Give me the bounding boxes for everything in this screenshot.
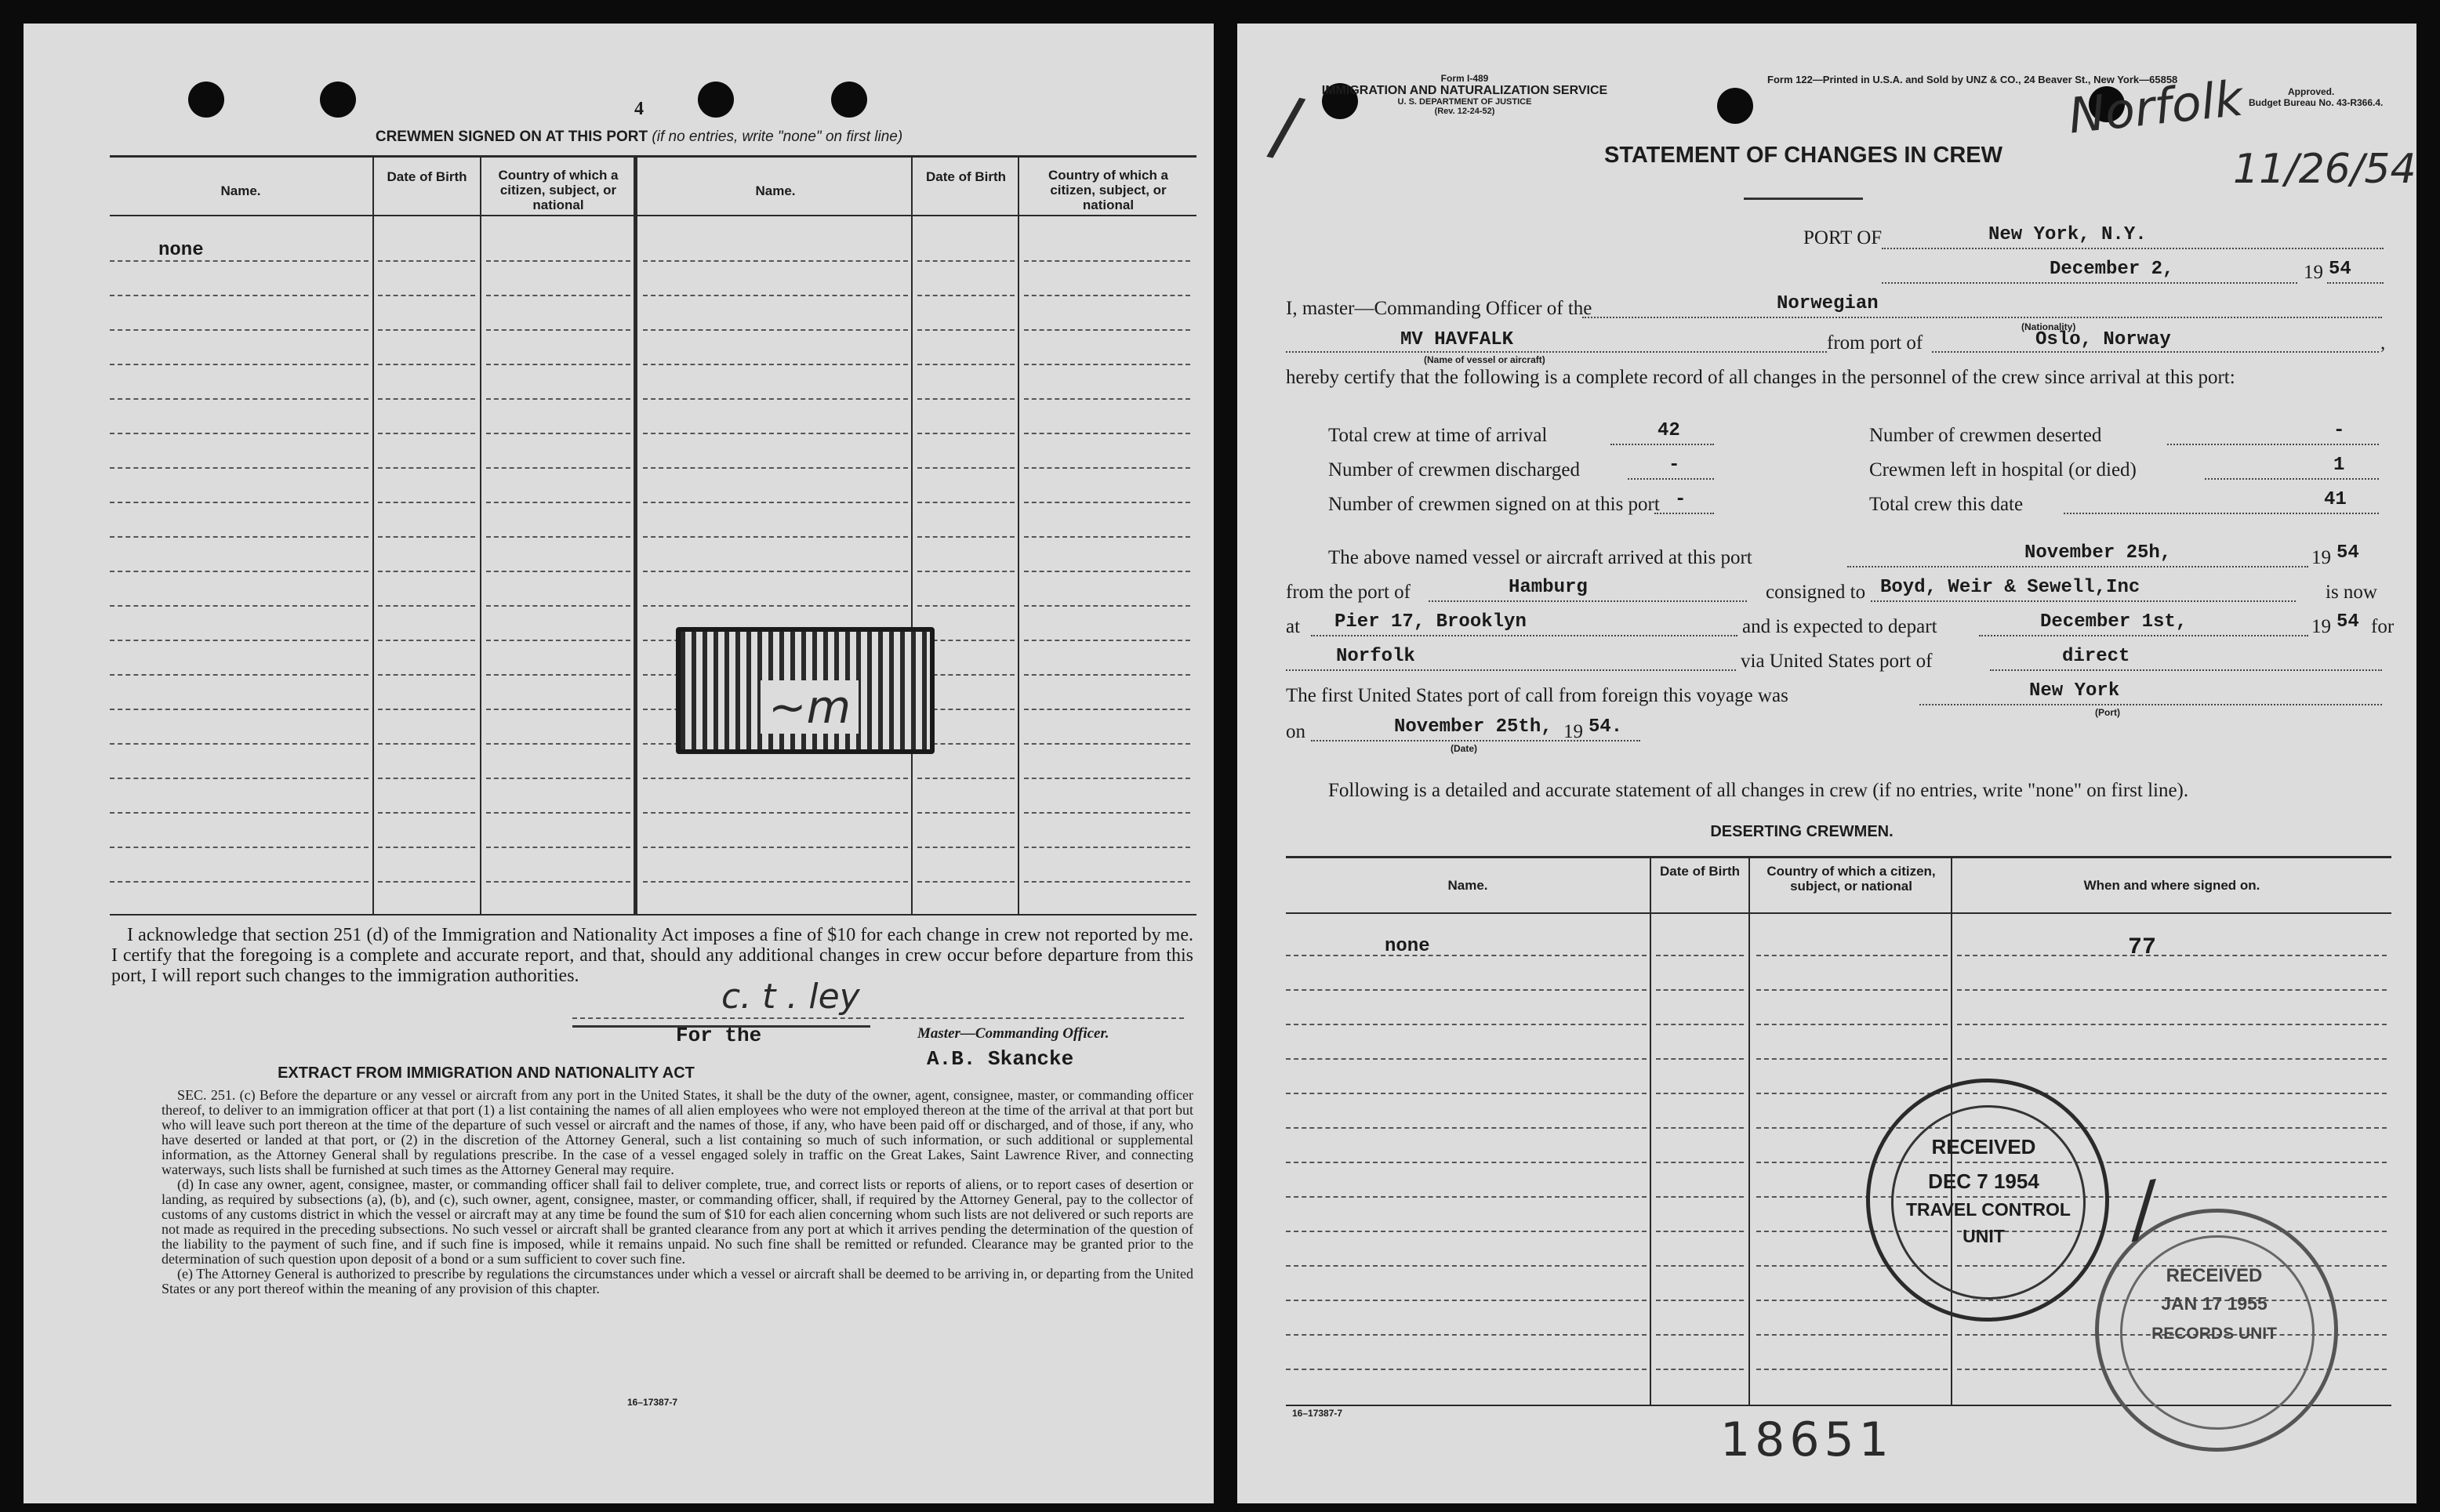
column-divider	[911, 155, 913, 914]
stamp-date: JAN 17 1955	[2161, 1293, 2268, 1314]
entry-line	[1024, 433, 1190, 434]
column-header-country: Country of which a citizen, subject, or national	[1766, 864, 1936, 894]
entry-line	[110, 605, 369, 607]
first-port-label: The first United States port of call from foreign this voyage was	[1286, 685, 1788, 706]
entry-line	[1756, 1024, 1948, 1025]
column-divider	[372, 155, 374, 914]
initials-mark: /	[2124, 1166, 2162, 1252]
entry-line	[110, 881, 369, 883]
entry-line	[110, 398, 369, 400]
via-value: direct	[2062, 646, 2130, 667]
port-value: New York, N.Y.	[1988, 224, 2147, 245]
entry-line	[486, 743, 630, 745]
on-line	[1311, 740, 1640, 741]
entry-line	[917, 812, 1015, 814]
entry-line	[1024, 605, 1190, 607]
entry-line	[1656, 989, 1744, 991]
entry-line	[1756, 1369, 1948, 1370]
stamp-initials: ~m	[761, 680, 859, 734]
entry-line	[110, 502, 369, 503]
column-header-country: Country of which a citizen, subject, or national	[498, 168, 619, 212]
stamp-unit-line1: RECORDS UNIT	[2151, 1325, 2277, 1343]
punch-hole	[831, 82, 867, 118]
handwritten-port: Norfolk	[2065, 69, 2246, 145]
entry-line	[1024, 295, 1190, 296]
signed-on-label: Number of crewmen signed on at this port	[1328, 494, 1660, 515]
entry-line	[486, 260, 630, 262]
entry-line	[917, 571, 1015, 572]
entry-line	[1957, 1058, 2387, 1060]
entry-line	[1656, 1058, 1744, 1060]
entry-line	[1656, 955, 1744, 956]
entry-line	[486, 709, 630, 710]
from-the-port-line	[1429, 600, 1747, 602]
entry-line	[917, 329, 1015, 331]
extract-title: EXTRACT FROM IMMIGRATION AND NATIONALITY ACT	[278, 1064, 695, 1082]
entry-line	[917, 295, 1015, 296]
entry-line	[486, 640, 630, 641]
approved-note: Approved.	[2288, 86, 2335, 97]
following-text: Following is a detailed and accurate statement of all changes in crew (if no entries, write "none" on first line).	[1328, 780, 2189, 801]
arrived-line	[1847, 566, 2308, 567]
entry-line	[1024, 502, 1190, 503]
entry-line	[1024, 881, 1190, 883]
column-header-birth: Date of Birth	[1660, 864, 1740, 879]
entry-line	[1024, 847, 1190, 848]
entry-line	[1286, 1265, 1647, 1267]
extract-text	[162, 1088, 1193, 1296]
entry-line	[1286, 1127, 1647, 1129]
entry-line	[1756, 1058, 1948, 1060]
entry-line	[1286, 1231, 1647, 1232]
on-label: on	[1286, 721, 1305, 742]
stamp-unit-line1: TRAVEL CONTROL	[1906, 1199, 2071, 1220]
destination-value: Norfolk	[1336, 646, 1415, 667]
entry-line	[110, 329, 369, 331]
entry-line	[110, 571, 369, 572]
from-port-label: from port of	[1827, 332, 1923, 354]
entry-line	[1656, 1093, 1744, 1094]
arrived-label: The above named vessel or aircraft arrived at this port	[1328, 547, 1752, 568]
extract-section-c: SEC. 251. (c) Before the departure or any vessel or aircraft from any port in the United States, it shall be the duty of the owner, agent, consignee, master, or commanding officer thereof, to deliver to an immigration officer at that port (1) a list containing the names of all alien employees who were not employed thereon at the time of the arrival at that port but who will leave such port thereon at the time of the departure of such vessel or aircraft and the names of those, if any, who have been paid off or discharged, and of those, if any, who have deserted or landed at that port, or (2) in the discretion of the Attorney General, such a list containing so much of such information, or such additional or supplemental information, as the Attorney General shall by regulations prescribe. In the case of a vessel engaged solely in traffic on the Great Lakes, Saint Lawrence River, and connecting waterways, such lists shall be furnished at such times as the Attorney General may require.	[162, 1087, 1193, 1177]
at-value: Pier 17, Brooklyn	[1334, 611, 1527, 633]
entry-line	[110, 743, 369, 745]
punch-hole	[188, 82, 224, 118]
depart-year: 54	[2337, 611, 2359, 633]
entry-line	[110, 709, 369, 710]
entry-line	[1024, 674, 1190, 676]
signature-line	[572, 1017, 1184, 1019]
total-today-value: 41	[2324, 489, 2347, 510]
date-caption: (Date)	[1451, 743, 1478, 754]
entry-line	[643, 329, 908, 331]
entry-line	[1756, 989, 1948, 991]
comma: ,	[2380, 332, 2386, 354]
entry-line	[486, 502, 630, 503]
entry-line	[643, 295, 908, 296]
arrived-year: 54	[2337, 542, 2359, 564]
signatory-name: A.B. Skancke	[927, 1047, 1074, 1071]
entry-line	[1656, 1300, 1744, 1301]
entry-line	[1286, 1162, 1647, 1163]
footer-code: 16–17387-7	[627, 1397, 678, 1408]
entry-line	[378, 743, 475, 745]
via-line	[1990, 669, 2382, 671]
first-port-value: New York	[2029, 680, 2120, 702]
entry-line	[110, 812, 369, 814]
depart-line	[1979, 635, 2308, 636]
section-note: (if no entries, write "none" on first line)	[652, 129, 903, 145]
section-title: CREWMEN SIGNED ON AT THIS PORT	[375, 129, 648, 145]
entry-line	[110, 847, 369, 848]
deserted-label: Number of crewmen deserted	[1869, 425, 2102, 446]
entry-line	[378, 467, 475, 469]
stamp-received-label: RECEIVED	[2166, 1265, 2263, 1286]
master-signature: c. t . ley	[721, 977, 860, 1017]
stamp-unit-line2: UNIT	[1963, 1226, 2005, 1246]
entry-line	[1286, 1300, 1647, 1301]
entry-line	[378, 502, 475, 503]
entry-line	[1656, 1162, 1744, 1163]
check-mark: /	[1264, 78, 1309, 174]
entry-line	[110, 640, 369, 641]
entry-line	[1756, 955, 1948, 956]
entry-line	[1286, 989, 1647, 991]
column-header-country: Country of which a citizen, subject, or national	[1048, 168, 1168, 212]
entry-line	[1286, 1196, 1647, 1198]
entry-line	[1656, 1196, 1744, 1198]
entry-line	[486, 364, 630, 365]
from-port-value: Oslo, Norway	[2035, 329, 2171, 350]
entry-line	[378, 605, 475, 607]
entry-line	[1286, 1058, 1647, 1060]
entry-line	[110, 260, 369, 262]
entry-line	[378, 571, 475, 572]
is-now-label: is now	[2326, 582, 2377, 603]
entry-line	[917, 881, 1015, 883]
master-label: I, master—Commanding Officer of the	[1286, 298, 1592, 319]
discharged-line	[1628, 478, 1714, 480]
total-arrival-value: 42	[1658, 420, 1680, 441]
signature-underline	[572, 1025, 870, 1028]
year-prefix: 19	[2304, 262, 2323, 283]
destination-line	[1286, 669, 1736, 671]
entry-line	[110, 536, 369, 538]
entry-line	[378, 778, 475, 779]
title-rule	[1744, 198, 1863, 200]
entry-line	[486, 433, 630, 434]
entry-line	[917, 398, 1015, 400]
entry-line	[486, 295, 630, 296]
form-header	[1284, 74, 1645, 116]
on-date: November 25th,	[1394, 716, 1552, 738]
discharged-value: -	[1668, 455, 1680, 476]
for-label: for	[2371, 616, 2395, 637]
entry-line	[1024, 398, 1190, 400]
column-divider	[480, 155, 481, 914]
year-prefix: 19	[2311, 547, 2331, 568]
crewman-entry: none	[158, 240, 204, 261]
table-top-rule	[110, 155, 1196, 158]
bureau-number: Budget Bureau No. 43-R366.4.	[2249, 97, 2384, 108]
file-number: 18651	[1720, 1412, 1894, 1467]
left-page	[24, 24, 1214, 1503]
total-arrival-label: Total crew at time of arrival	[1328, 425, 1548, 446]
entry-line	[1024, 709, 1190, 710]
entry-line	[643, 847, 908, 848]
entry-line	[110, 467, 369, 469]
entry-line	[643, 812, 908, 814]
vessel-caption: (Name of vessel or aircraft)	[1424, 354, 1545, 365]
deserting-mark: 77	[2128, 934, 2157, 961]
column-header-name: Name.	[755, 183, 796, 198]
entry-line	[917, 536, 1015, 538]
entry-line	[1656, 1334, 1744, 1336]
signature-caption: Master—Commanding Officer.	[917, 1025, 1109, 1042]
acknowledgement-text: I acknowledge that section 251 (d) of the Immigration and Nationality Act imposes a fine of $10 for each change in crew not reported by me. I certify that the foregoing is a complete and accurate report, and that, should any additional changes in crew occur before departure from this port, I will report such changes to the immigration authorities.	[111, 925, 1193, 986]
entry-line	[378, 260, 475, 262]
entry-line	[1024, 743, 1190, 745]
entry-line	[1024, 812, 1190, 814]
entry-line	[486, 467, 630, 469]
year-prefix: 19	[1563, 721, 1583, 742]
entry-line	[378, 398, 475, 400]
table-header-rule	[1286, 912, 2391, 914]
extract-section-e: (e) The Attorney General is authorized to prescribe by regulations the circumstances under which a vessel or aircraft shall be deemed to be arriving in, or departing from the United States or any port thereof within the meaning of any provision of this chapter.	[162, 1266, 1193, 1296]
entry-line	[917, 847, 1015, 848]
entry-line	[917, 433, 1015, 434]
total-today-label: Total crew this date	[1869, 494, 2024, 515]
expected-label: and is expected to depart	[1742, 616, 1937, 637]
hospital-label: Crewmen left in hospital (or died)	[1869, 459, 2137, 480]
column-header-signed-on: When and where signed on.	[2083, 878, 2260, 893]
date-line	[1882, 282, 2297, 284]
entry-line	[1286, 955, 1647, 956]
entry-line	[378, 329, 475, 331]
entry-line	[486, 881, 630, 883]
entry-line	[486, 329, 630, 331]
entry-line	[1656, 1369, 1744, 1370]
entry-line	[917, 778, 1015, 779]
entry-line	[1656, 1265, 1744, 1267]
entry-line	[643, 881, 908, 883]
from-the-port-label: from the port of	[1286, 582, 1411, 603]
entry-line	[1286, 1369, 1647, 1370]
entry-line	[1656, 1231, 1744, 1232]
column-divider	[634, 155, 637, 914]
consigned-label: consigned to	[1766, 582, 1866, 603]
nationality-line	[1582, 317, 2382, 318]
extract-section-d: (d) In case any owner, agent, consignee, master, or commanding officer shall fail to deliver complete, true, and correct lists or reports of aliens, or to report cases of desertion or landing, as required by subsections (a), (b), and (c), such owner, agent, consignee, master, or commanding officer, shall, if required by the Attorney General, pay to the collector of customs of any customs district in which the vessel or aircraft may at any time be found the sum of $10 for each alien concerning whom such lists are not delivered or such reports are not made as required in the preceding subsections. No such vessel or aircraft shall be granted clearance from any port at which it arrives pending the determination of the question of the liability to the payment of such fine, and if such fine is imposed, while it remains unpaid. No such fine shall be remitted or refunded. Clearance may be granted prior to the determination of such question upon deposit of a bond or a sum sufficient to cover such fine.	[162, 1177, 1193, 1267]
port-label: PORT OF	[1803, 227, 1883, 248]
vessel-name: MV HAVFALK	[1400, 329, 1514, 350]
column-divider	[1650, 856, 1651, 1405]
entry-line	[1024, 329, 1190, 331]
deserted-value: -	[2333, 420, 2345, 441]
entry-line	[486, 536, 630, 538]
handwritten-date: 11/26/54	[2233, 146, 2416, 193]
table-top-rule	[1286, 856, 2391, 858]
entry-line	[1286, 1024, 1647, 1025]
port-line	[1882, 248, 2384, 249]
entry-line	[1024, 260, 1190, 262]
punch-hole	[320, 82, 356, 118]
entry-line	[486, 847, 630, 848]
entry-line	[643, 605, 908, 607]
entry-line	[110, 295, 369, 296]
hospital-value: 1	[2333, 455, 2345, 476]
entry-line	[110, 433, 369, 434]
entry-line	[643, 536, 908, 538]
deserting-title: DESERTING CREWMEN.	[1710, 823, 1894, 840]
table-bottom-rule	[110, 914, 1196, 916]
punch-hole	[1717, 88, 1753, 124]
from-the-port-value: Hamburg	[1509, 577, 1588, 598]
entry-line	[1286, 1334, 1647, 1336]
entry-line	[1024, 364, 1190, 365]
date-year: 54	[2329, 259, 2351, 280]
entry-line	[643, 398, 908, 400]
entry-line	[486, 778, 630, 779]
entry-line	[643, 433, 908, 434]
entry-line	[1957, 1024, 2387, 1025]
entry-line	[1286, 1093, 1647, 1094]
entry-line	[643, 778, 908, 779]
column-header-birth: Date of Birth	[387, 169, 467, 184]
entry-line	[486, 812, 630, 814]
entry-line	[917, 605, 1015, 607]
deserted-line	[2167, 444, 2379, 445]
form-number: Form I-489	[1440, 73, 1489, 84]
nationality-caption: (Nationality)	[2021, 321, 2076, 332]
form-title: STATEMENT OF CHANGES IN CREW	[1603, 143, 2003, 168]
consignee-value: Boyd, Weir & Sewell,Inc	[1880, 577, 2140, 598]
entry-line	[378, 433, 475, 434]
on-year: 54.	[1589, 716, 1623, 738]
entry-line	[1756, 1093, 1948, 1094]
entry-line	[486, 571, 630, 572]
revision: (Rev. 12-24-52)	[1434, 107, 1495, 116]
stamp-date: DEC 7 1954	[1928, 1169, 2039, 1193]
total-arrival-line	[1610, 444, 1714, 445]
at-label: at	[1286, 616, 1301, 637]
entry-line	[643, 364, 908, 365]
entry-line	[378, 536, 475, 538]
for-the-label: For the	[676, 1024, 762, 1047]
signed-on-line	[1654, 513, 1714, 514]
year-prefix: 19	[2311, 616, 2331, 637]
vessel-line	[1286, 351, 1827, 353]
date-value: December 2,	[2050, 259, 2174, 280]
entry-line	[917, 364, 1015, 365]
entry-line	[917, 260, 1015, 262]
entry-line	[378, 364, 475, 365]
entry-line	[643, 467, 908, 469]
entry-line	[643, 502, 908, 503]
entry-line	[486, 674, 630, 676]
entry-line	[1024, 467, 1190, 469]
entry-line	[1024, 571, 1190, 572]
year-line	[2327, 282, 2384, 284]
certify-text: hereby certify that the following is a complete record of all changes in the personnel of the crew since arrival at this port:	[1286, 367, 2235, 388]
entry-line	[110, 778, 369, 779]
signed-on-value: -	[1675, 489, 1687, 510]
entry-line	[1024, 640, 1190, 641]
entry-line	[486, 398, 630, 400]
hospital-line	[2205, 478, 2379, 480]
entry-line	[378, 709, 475, 710]
from-port-line	[1932, 351, 2379, 353]
deserting-entry: none	[1385, 936, 1430, 957]
column-divider	[1748, 856, 1750, 1405]
entry-line	[110, 674, 369, 676]
entry-line	[378, 640, 475, 641]
entry-line	[378, 295, 475, 296]
entry-line	[917, 467, 1015, 469]
punch-hole	[698, 82, 734, 118]
table-header-rule	[110, 215, 1196, 216]
entry-line	[917, 502, 1015, 503]
page-number: 4	[634, 99, 644, 119]
discharged-label: Number of crewmen discharged	[1328, 459, 1580, 480]
column-header-name: Name.	[220, 183, 261, 198]
entry-line	[1656, 1127, 1744, 1129]
entry-line	[110, 364, 369, 365]
entry-line	[378, 847, 475, 848]
entry-line	[1024, 778, 1190, 779]
entry-line	[1957, 955, 2387, 956]
entry-line	[1024, 536, 1190, 538]
entry-line	[1656, 1024, 1744, 1025]
total-today-line	[2064, 513, 2379, 514]
depart-date: December 1st,	[2040, 611, 2188, 633]
first-port-line	[1919, 704, 2382, 705]
entry-line	[486, 605, 630, 607]
printer-note: Form 122—Printed in U.S.A. and Sold by UNZ & CO., 24 Beaver St., New York—65858	[1767, 74, 2178, 85]
port-caption: (Port)	[2095, 707, 2120, 718]
nationality-value: Norwegian	[1777, 293, 1879, 314]
entry-line	[643, 260, 908, 262]
via-label: via United States port of	[1741, 651, 1933, 672]
section-header	[376, 129, 902, 146]
column-divider	[1018, 155, 1019, 914]
entry-line	[378, 881, 475, 883]
agency-name: IMMIGRATION AND NATURALIZATION SERVICE	[1321, 84, 1608, 97]
column-header-name: Name.	[1447, 878, 1488, 893]
at-line	[1311, 635, 1737, 636]
entry-line	[378, 812, 475, 814]
department-name: U. S. DEPARTMENT OF JUSTICE	[1397, 97, 1532, 107]
entry-line	[1957, 989, 2387, 991]
entry-line	[643, 571, 908, 572]
footer-code: 16–17387-7	[1292, 1408, 1343, 1419]
stamp-received-label: RECEIVED	[1931, 1135, 2036, 1158]
arrived-date: November 25h,	[2024, 542, 2172, 564]
consignee-line	[1871, 600, 2296, 602]
column-header-birth: Date of Birth	[926, 169, 1006, 184]
right-page	[1237, 24, 2416, 1503]
entry-line	[1756, 1334, 1948, 1336]
entry-line	[378, 674, 475, 676]
